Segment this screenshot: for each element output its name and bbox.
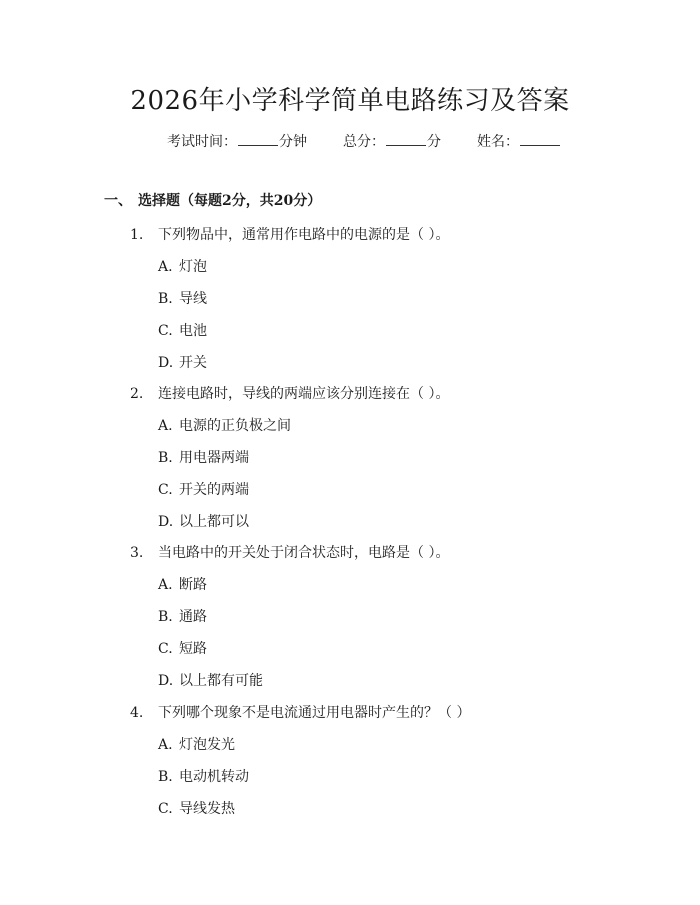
option-text: 开关的两端	[179, 482, 249, 498]
name-label: 姓名：	[477, 134, 519, 150]
option-text: 用电器两端	[179, 450, 249, 466]
question-number: 2.	[130, 386, 144, 402]
option-letter: B.	[158, 769, 173, 785]
question-1-option-c	[158, 320, 207, 340]
option-text: 断路	[179, 577, 207, 593]
time-blank	[238, 131, 278, 146]
question-number: 3.	[130, 545, 144, 561]
option-text: 短路	[179, 641, 207, 657]
score-label: 总分：	[343, 134, 385, 150]
question-3-option-d	[158, 670, 263, 690]
question-3-option-a	[158, 574, 207, 594]
question-number: 1.	[130, 227, 144, 243]
question-3-option-b	[158, 606, 207, 626]
option-letter: A.	[158, 737, 173, 753]
option-letter: B.	[158, 291, 173, 307]
question-text: 连接电路时，导线的两端应该分别连接在（ ）。	[158, 386, 450, 402]
time-unit: 分钟	[279, 134, 307, 150]
question-3-option-c	[158, 638, 207, 658]
option-letter: D.	[158, 673, 174, 689]
option-text: 导线发热	[179, 801, 235, 817]
option-letter: B.	[158, 450, 173, 466]
question-2-option-b	[158, 447, 249, 467]
option-text: 电池	[179, 323, 207, 339]
question-3	[130, 542, 449, 562]
section-title: 选择题（每题2分，共20分）	[138, 193, 322, 209]
question-2-option-d	[158, 511, 249, 531]
name-blank	[520, 131, 560, 146]
option-letter: A.	[158, 577, 173, 593]
question-1	[130, 224, 449, 244]
question-1-option-b	[158, 288, 207, 308]
option-text: 电动机转动	[179, 769, 249, 785]
option-letter: C.	[158, 641, 173, 657]
question-2-option-c	[158, 479, 249, 499]
question-4-option-b	[158, 766, 249, 786]
question-2	[130, 383, 449, 403]
option-letter: A.	[158, 418, 173, 434]
time-label: 考试时间：	[167, 134, 237, 150]
option-letter: A.	[158, 259, 173, 275]
option-text: 以上都可以	[179, 514, 249, 530]
question-4-option-a	[158, 734, 235, 754]
question-4	[130, 702, 470, 722]
option-text: 通路	[179, 609, 207, 625]
option-text: 开关	[179, 355, 207, 371]
question-number: 4.	[130, 705, 144, 721]
option-text: 灯泡发光	[179, 737, 235, 753]
option-text: 灯泡	[179, 259, 207, 275]
option-letter: D.	[158, 514, 174, 530]
option-letter: C.	[158, 801, 173, 817]
option-letter: C.	[158, 482, 173, 498]
page-title: 2026年小学科学简单电路练习及答案	[130, 86, 570, 116]
section-heading	[104, 190, 321, 210]
option-text: 电源的正负极之间	[179, 418, 291, 434]
score-unit: 分	[427, 134, 441, 150]
question-text: 下列物品中，通常用作电路中的电源的是（ ）。	[158, 227, 450, 243]
question-2-option-a	[158, 415, 291, 435]
question-1-option-d	[158, 352, 207, 372]
question-text: 当电路中的开关处于闭合状态时，电路是（ ）。	[158, 545, 450, 561]
option-letter: B.	[158, 609, 173, 625]
option-letter: C.	[158, 323, 173, 339]
option-letter: D.	[158, 355, 174, 371]
score-blank	[386, 131, 426, 146]
exam-info-line	[167, 131, 561, 151]
option-text: 导线	[179, 291, 207, 307]
option-text: 以上都有可能	[179, 673, 263, 689]
question-4-option-c	[158, 798, 235, 818]
question-1-option-a	[158, 256, 207, 276]
section-number: 一、	[104, 193, 132, 209]
question-text: 下列哪个现象不是电流通过用电器时产生的？（ ）	[158, 705, 471, 721]
